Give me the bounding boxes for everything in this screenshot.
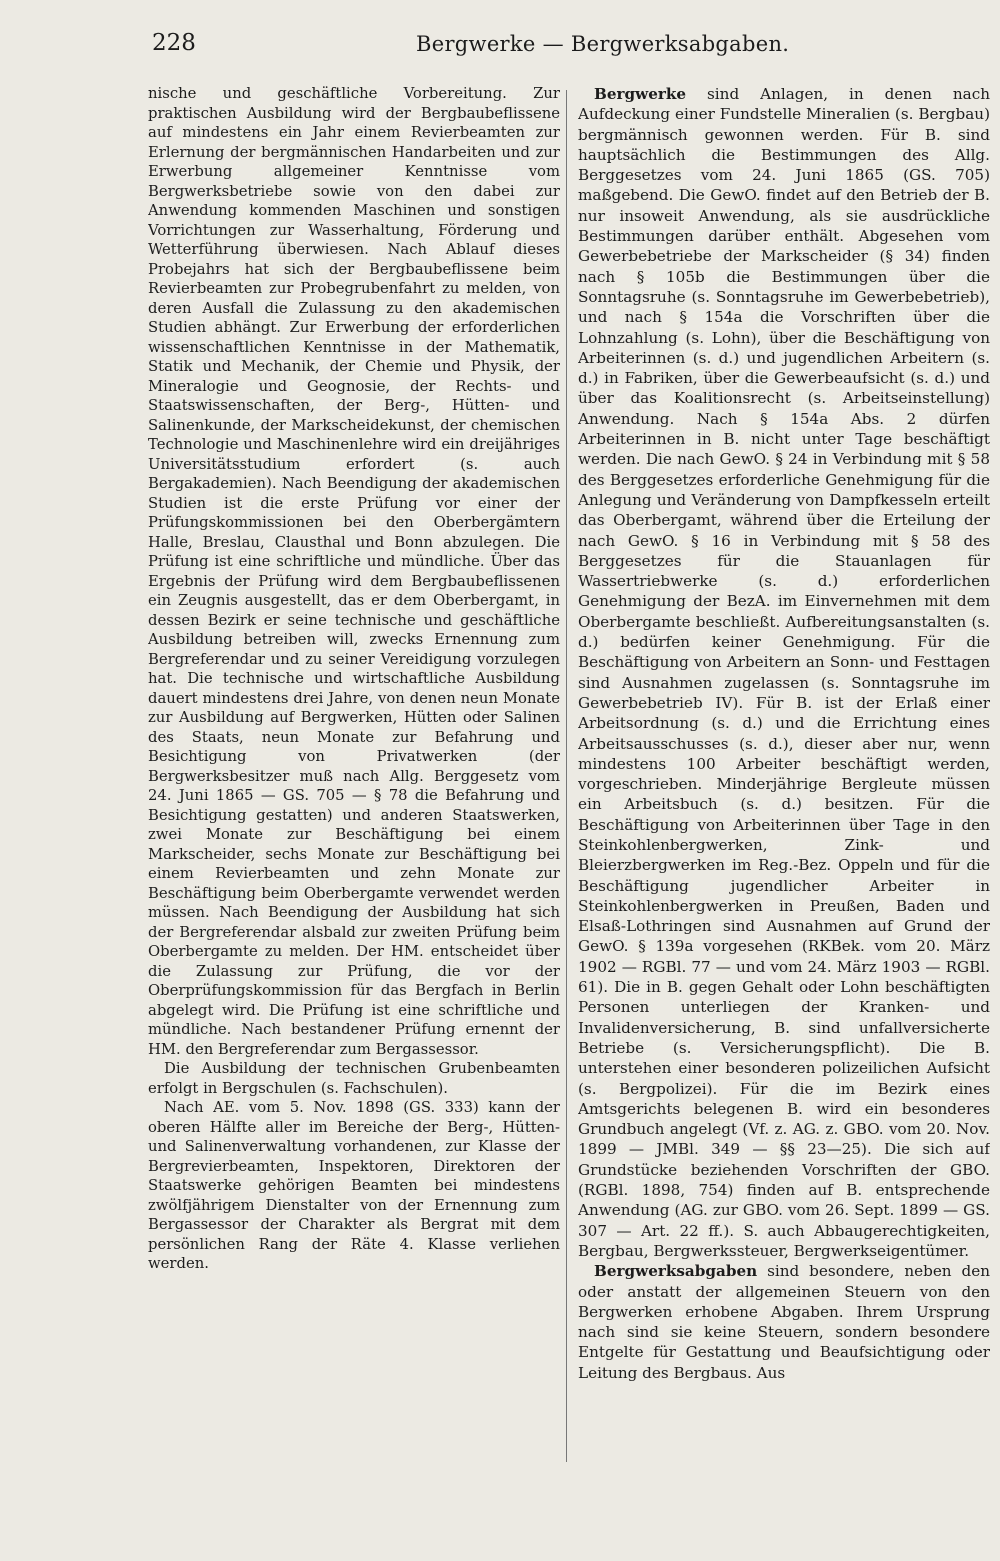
right-column [578,84,990,1452]
entry-term-bergwerke: Bergwerke [594,85,687,103]
entry-bergwerke [578,84,990,1261]
entry-bergwerksabgaben [578,1261,990,1383]
running-title: Bergwerke — Bergwerksabgaben. [416,32,790,56]
entry-text-bergwerksabgaben: sind besondere, neben den oder anstatt der allgemeinen Steuern von den Bergwerken erhobene Abgaben. Ihrem Ursprung nach sind sie keine Steuern, sondern besondere Entgelte für Gestattung und Beaufsichtigung oder Leitung des Bergbaus. Aus [578,1262,990,1382]
column-divider [566,90,567,1462]
left-paragraph-1: nische und geschäftliche Vorbereitung. Zur praktischen Ausbildung wird der Bergbaubeflissene auf mindestens ein Jahr einem Revierbeamten zur Erlernung der bergmännischen Handarbeiten und zur Erwerbung allgemeiner Kenntnisse vom Bergwerksbetriebe sowie von den dabei zur Anwendung kommenden Maschinen und sonstigen Vorrichtungen zur Wasserhaltung, Förderung und Wetterführung überwiesen. Nach Ablauf dieses Probejahrs hat sich der Bergbaubeflissene beim Revierbeamten zur Probegrubenfahrt zu melden, von deren Ausfall die Zulassung zu den akademischen Studien abhängt. Zur Erwerbung der erforderlichen wissenschaftlichen Kenntnisse in der Mathematik, Statik und Mechanik, der Chemie und Physik, der Mineralogie und Geognosie, der Rechts- und Staatswissenschaften, der Berg-, Hütten- und Salinenkunde, der Markscheidekunst, der chemischen Technologie und Maschinenlehre wird ein dreijähriges Universitätsstudium erfordert (s. auch Bergakademien). Nach Beendigung der akademischen Studien ist die erste Prüfung vor einer der Prüfungskommissionen bei den Oberbergämtern Halle, Breslau, Clausthal und Bonn abzulegen. Die Prüfung ist eine schriftliche und mündliche. Über das Ergebnis der Prüfung wird dem Bergbaubeflissenen ein Zeugnis ausgestellt, das er dem Oberbergamt, in dessen Bezirk er seine technische und geschäftliche Ausbildung betreiben will, zwecks Ernennung zum Bergreferendar und zu seiner Vereidigung vorzulegen hat. Die technische und wirtschaftliche Ausbildung dauert mindestens drei Jahre, von denen neun Monate zur Ausbildung auf Bergwerken, Hütten oder Salinen des Staats, neun Monate zur Befahrung und Besichtigung von Privatwerken (der Bergwerksbesitzer muß nach Allg. Berggesetz vom 24. Juni 1865 — GS. 705 — § 78 die Befahrung und Besichtigung gestatten) und anderen Staatswerken, zwei Monate zur Beschäftigung bei einem Markscheider, sechs Monate zur Beschäftigung bei einem Revierbeamten und zehn Monate zur Beschäftigung beim Oberbergamte verwendet werden müssen. Nach Beendigung der Ausbildung hat sich der Bergreferendar alsbald zur zweiten Prüfung beim Oberbergamte zu melden. Der HM. entscheidet über die Zulassung zur Prüfung, die vor der Oberprüfungskommission für das Bergfach in Berlin abgelegt wird. Die Prüfung ist eine schriftliche und mündliche. Nach bestandener Prüfung ernennt der HM. den Bergreferendar zum Bergassessor. [148,85,560,1058]
page-header [148,28,960,68]
left-paragraph-2: Die Ausbildung der technischen Grubenbeamten erfolgt in Bergschulen (s. Fachschulen). [148,1060,560,1097]
page-number: 228 [152,30,196,56]
entry-text-bergwerke: sind Anlagen, in denen nach Aufdeckung einer Fundstelle Mineralien (s. Bergbau) bergmännisch gewonnen werden. Für B. sind hauptsächlich die Bestimmungen des Allg. Berggesetzes vom 24. Juni 1865 (GS. 705) maßgebend. Die GewO. findet auf den Betrieb der B. nur insoweit Anwendung, als sie ausdrückliche Bestimmungen darüber enthält. Abgesehen vom Gewerbebetriebe der Markscheider (§ 34) finden nach § 105b die Bestimmungen über die Sonntagsruhe (s. Sonntagsruhe im Gewerbebetrieb), und nach § 154a die Vorschriften über die Lohnzahlung (s. Lohn), über die Beschäftigung von Arbeiterinnen (s. d.) und jugendlichen Arbeitern (s. d.) in Fabriken, über die Gewerbeaufsicht (s. d.) und über das Koalitionsrecht (s. Arbeitseinstellung) Anwendung. Nach § 154a Abs. 2 dürfen Arbeiterinnen in B. nicht unter Tage beschäftigt werden. Die nach GewO. § 24 in Verbindung mit § 58 des Berggesetzes erforderliche Genehmigung für die Anlegung und Veränderung von Dampfkesseln erteilt das Oberbergamt, während über die Erteilung der nach GewO. § 16 in Verbindung mit § 58 des Berggesetzes für die Stauanlagen für Wassertriebwerke (s. d.) erforderlichen Genehmigung der BezA. im Einvernehmen mit dem Oberbergamte beschließt. Aufbereitungsanstalten (s. d.) bedürfen keiner Genehmigung. Für die Beschäftigung von Arbeitern an Sonn- und Festtagen sind Ausnahmen zugelassen (s. Sonntagsruhe im Gewerbebetrieb IV). Für B. ist der Erlaß einer Arbeitsordnung (s. d.) und die Errichtung eines Arbeitsausschusses (s. d.), dieser aber nur, wenn mindestens 100 Arbeiter beschäftigt werden, vorgeschrieben. Minderjährige Bergleute müssen ein Arbeitsbuch (s. d.) besitzen. Für die Beschäftigung von Arbeiterinnen über Tage in den Steinkohlenbergwerken, Zink- und Bleierzbergwerken im Reg.-Bez. Oppeln und für die Beschäftigung jugendlicher Arbeiter in Steinkohlenbergwerken in Preußen, Baden und Elsaß-Lothringen sind Ausnahmen auf Grund der GewO. § 139a vorgesehen (RKBek. vom 20. März 1902 — RGBl. 77 — und vom 24. März 1903 — RGBl. 61). Die in B. gegen Gehalt oder Lohn beschäftigten Personen unterliegen der Kranken- und Invalidenversicherung, B. sind unfallversicherte Betriebe (s. Versicherungspflicht). Die B. unterstehen einer besonderen polizeilichen Aufsicht (s. Bergpolizei). Für die im Bezirk eines Amtsgerichts belegenen B. wird ein besonderes Grundbuch angelegt (Vf. z. AG. z. GBO. vom 20. Nov. 1899 — JMBl. 349 — §§ 23—25). Die sich auf Grundstücke beziehenden Vorschriften der GBO. (RGBl. 1898, 754) finden auf B. entsprechende Anwendung (AG. zur GBO. vom 26. Sept. 1899 — GS. 307 — Art. 22 ff.). S. auch Abbaugerechtigkeiten, Bergbau, Bergwerkssteuer, Bergwerkseigentümer. [578,85,990,1260]
left-paragraph-3: Nach AE. vom 5. Nov. 1898 (GS. 333) kann der oberen Hälfte aller im Bereiche der Berg-, Hütten- und Salinenverwaltung vorhandenen, zur Klasse der Bergrevierbeamten, Inspektoren, Direktoren der Staatswerke gehörigen Beamten bei mindestens zwölfjährigem Dienstalter von der Ernennung zum Bergassessor der Charakter als Bergrat mit dem persönlichen Rang der Räte 4. Klasse verliehen werden. [148,1099,560,1272]
entry-term-bergwerksabgaben: Bergwerksabgaben [594,1262,758,1281]
left-column [148,84,560,1452]
